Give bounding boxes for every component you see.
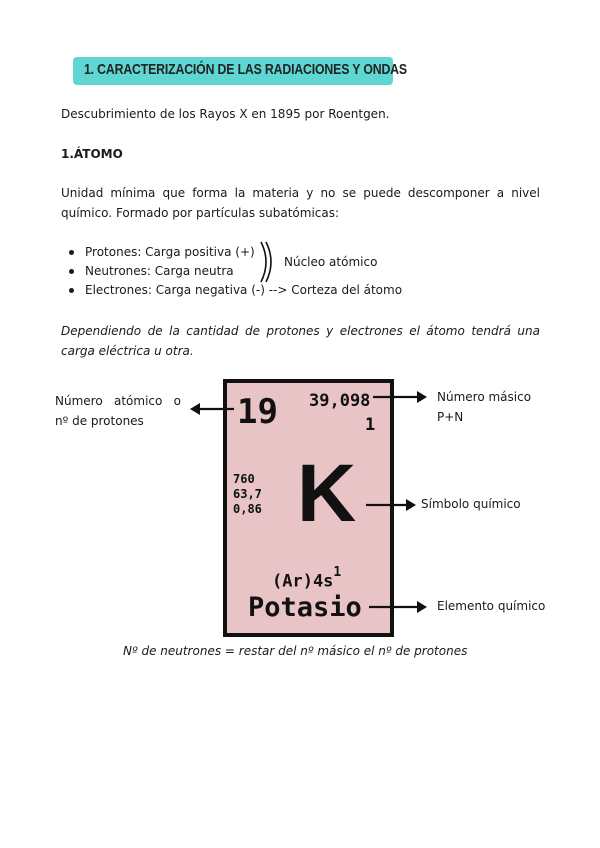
neutron-formula: Nº de neutrones = restar del nº másico el nº de protones [123,644,468,658]
property-1: 760 [233,472,255,486]
mass-number: 39,098 [309,391,371,411]
intro-text: Descubrimiento de los Rayos X en 1895 por Roentgen. [61,107,390,121]
page-title: 1. CARACTERIZACIÓN DE LAS RADIACIONES Y ONDAS [84,61,407,78]
paragraph-line-1: Unidad mínima que forma la materia y no se puede descomponer a nivel [61,186,540,200]
label-chemical-symbol: Símbolo químico [421,497,521,511]
electron-config: $(Ar)4s^1$ [272,565,342,592]
section-heading: 1.ÁTOMO [61,147,123,161]
arrow-right-element [369,601,427,613]
label-chemical-element: Elemento químico [437,599,546,613]
property-3: 0,86 [233,502,262,516]
valence: 1 [365,415,376,435]
label-atomic-number: Número atómico o [55,394,181,408]
arrow-right-symbol [366,499,416,511]
italic-line-2: carga eléctrica u otra. [61,344,194,358]
label-mass-number: Número másico [437,390,532,404]
element-symbol: K [297,448,357,539]
list-item-electrons: Electrones: Carga negativa (-) --> Corteza del átomo [61,281,402,300]
property-2: 63,7 [233,487,262,501]
nucleus-label: Núcleo atómico [284,255,378,269]
label-protons: nº de protones [55,414,144,428]
atomic-number: 19 [237,392,278,432]
arrow-right-mass [373,391,427,403]
italic-line-1: Dependiendo de la cantidad de protones y electrones el átomo tendrá una [61,324,540,338]
element-name: Potasio [248,592,362,623]
label-p-plus-n: P+N [437,410,464,424]
list-item-neutrons: Neutrones: Carga neutra [61,262,402,281]
list-item-protons: Protones: Carga positiva (+) [61,243,402,262]
paragraph-line-2: químico. Formado por partículas subatómicas: [61,206,340,220]
arrow-left-atomic [190,403,234,415]
